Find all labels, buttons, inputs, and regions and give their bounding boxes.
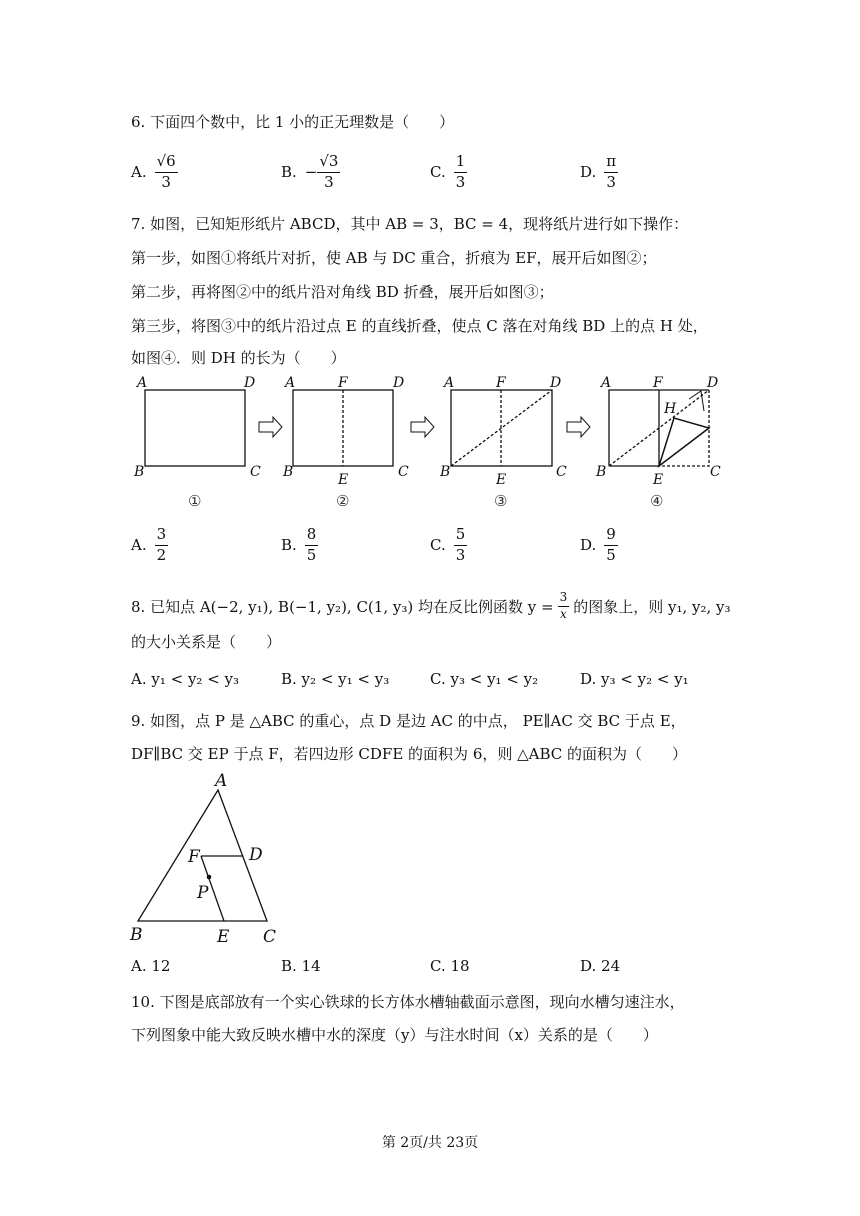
q8-line-2: 的大小关系是（ ） bbox=[131, 633, 282, 651]
svg-text:C: C bbox=[398, 464, 409, 480]
q9-option-d: D. 24 bbox=[580, 957, 621, 975]
svg-text:B: B bbox=[134, 464, 145, 480]
q7-figure bbox=[0, 368, 860, 516]
svg-text:A: A bbox=[137, 375, 148, 391]
q6-stem: 6. 下面四个数中，比 1 小的正无理数是（ ） bbox=[131, 113, 455, 131]
q7-line-2: 第一步，如图①将纸片对折，使 AB 与 DC 重合，折痕为 EF，展开后如图②； bbox=[131, 249, 657, 267]
svg-text:C: C bbox=[556, 464, 567, 480]
svg-text:F: F bbox=[338, 375, 348, 391]
q7-option-b: B. $\frac{8}{5}$ bbox=[281, 525, 317, 564]
q9-option-a: A. 12 bbox=[131, 957, 171, 975]
q7-option-d: D. $\frac{9}{5}$ bbox=[580, 525, 616, 564]
svg-text:P: P bbox=[197, 883, 209, 903]
q9-option-b: B. 14 bbox=[281, 957, 321, 975]
q7-line-3: 第二步，再将图②中的纸片沿对角线 BD 折叠，展开后如图③； bbox=[131, 283, 554, 301]
fraction: $\frac{√3}{3}$ bbox=[319, 152, 339, 191]
svg-text:E: E bbox=[653, 472, 664, 488]
fraction: $\frac{3}{2}$ bbox=[156, 525, 167, 564]
q8-option-b: B. y₂ < y₁ < y₃ bbox=[281, 670, 390, 688]
q6-option-d: D. $\frac{\pi}{3}$ bbox=[580, 152, 617, 191]
svg-text:E: E bbox=[217, 927, 230, 947]
svg-text:D: D bbox=[707, 375, 719, 391]
q8-option-d: D. y₃ < y₂ < y₁ bbox=[580, 670, 689, 688]
svg-text:A: A bbox=[444, 375, 455, 391]
q8-option-c: C. y₃ < y₁ < y₂ bbox=[430, 670, 539, 688]
svg-text:D: D bbox=[393, 375, 405, 391]
q7-line-4: 第三步，将图③中的纸片沿过点 E 的直线折叠，使点 C 落在对角线 BD 上的点 H 处， bbox=[131, 317, 708, 335]
q7-options bbox=[0, 519, 860, 571]
fraction: $\frac{5}{3}$ bbox=[455, 525, 466, 564]
svg-text:A: A bbox=[215, 771, 228, 791]
svg-text:C: C bbox=[263, 927, 277, 947]
fraction: $\frac{8}{5}$ bbox=[306, 525, 317, 564]
svg-text:B: B bbox=[283, 464, 294, 480]
svg-text:②: ② bbox=[336, 492, 350, 510]
fraction: $\frac{9}{5}$ bbox=[606, 525, 616, 564]
svg-text:A: A bbox=[601, 375, 612, 391]
svg-text:B: B bbox=[440, 464, 451, 480]
q8-option-a: A. y₁ < y₂ < y₃ bbox=[131, 670, 240, 688]
svg-text:C: C bbox=[250, 464, 261, 480]
q9-option-c: C. 18 bbox=[430, 957, 470, 975]
q9-line-2: DF∥BC 交 EP 于点 F，若四边形 CDFE 的面积为 6，则 △ABC 的面积为（ ） bbox=[131, 745, 688, 763]
svg-text:③: ③ bbox=[494, 492, 508, 510]
q6-option-b: B. − $\frac{√3}{3}$ bbox=[281, 152, 339, 191]
svg-text:H: H bbox=[664, 401, 677, 417]
svg-text:B: B bbox=[596, 464, 607, 480]
svg-text:D: D bbox=[249, 845, 263, 865]
fraction: $\frac{1}{3}$ bbox=[455, 152, 466, 191]
q6-option-a: A. $\frac{√6}{3}$ bbox=[131, 152, 176, 191]
q9-line-1: 9. 如图，点 P 是 △ABC 的重心，点 D 是边 AC 的中点， PE∥AC 交 BC 于点 E， bbox=[131, 712, 686, 730]
fig4-corner-curl bbox=[689, 391, 704, 411]
svg-text:①: ① bbox=[188, 492, 202, 510]
arrow-icon bbox=[259, 417, 282, 437]
q8-line-1: 8. 已知点 A(−2, y₁), B(−1, y₂), C(1, y₃) 均在反比例函数 y = $\frac{3}{x}$ 的图象上，则 y₁, y₂, y₃ bbox=[131, 589, 731, 621]
q7-option-c: C. $\frac{5}{3}$ bbox=[430, 525, 466, 564]
svg-text:F: F bbox=[653, 375, 663, 391]
page-footer: 第 2页/共 23页 bbox=[381, 1135, 479, 1151]
fraction: $\frac{\pi}{3}$ bbox=[606, 152, 617, 191]
svg-text:F: F bbox=[496, 375, 506, 391]
fig4-folded-triangle bbox=[659, 418, 709, 466]
centroid-point-p bbox=[207, 875, 212, 880]
q7-line-5: 如图④．则 DH 的长为（ ） bbox=[131, 349, 346, 367]
arrow-icon bbox=[411, 417, 434, 437]
svg-text:E: E bbox=[496, 472, 507, 488]
q10-line-2: 下列图象中能大致反映水槽中水的深度（y）与注水时间（x）关系的是（ ） bbox=[131, 1026, 658, 1044]
q9-figure bbox=[0, 768, 860, 948]
arrow-icon bbox=[567, 417, 590, 437]
svg-text:B: B bbox=[130, 925, 143, 945]
svg-text:C: C bbox=[710, 464, 721, 480]
q7-line-1: 7. 如图，已知矩形纸片 ABCD，其中 AB = 3，BC = 4，现将纸片进行如下操作： bbox=[131, 215, 689, 233]
svg-text:④: ④ bbox=[650, 492, 664, 510]
q6-options bbox=[0, 146, 860, 198]
q10-line-1: 10. 下图是底部放有一个实心铁球的长方体水槽轴截面示意图，现向水槽匀速注水， bbox=[131, 993, 685, 1011]
svg-text:F: F bbox=[188, 847, 200, 867]
fraction: $\frac{3}{x}$ bbox=[559, 589, 568, 621]
svg-text:D: D bbox=[244, 375, 256, 391]
fraction: $\frac{√6}{3}$ bbox=[156, 152, 176, 191]
svg-text:A: A bbox=[285, 375, 296, 391]
q7-option-a: A. $\frac{3}{2}$ bbox=[131, 525, 167, 564]
svg-text:E: E bbox=[338, 472, 349, 488]
svg-text:D: D bbox=[550, 375, 562, 391]
fig1-rectangle bbox=[145, 390, 245, 466]
q6-option-c: C. $\frac{1}{3}$ bbox=[430, 152, 466, 191]
